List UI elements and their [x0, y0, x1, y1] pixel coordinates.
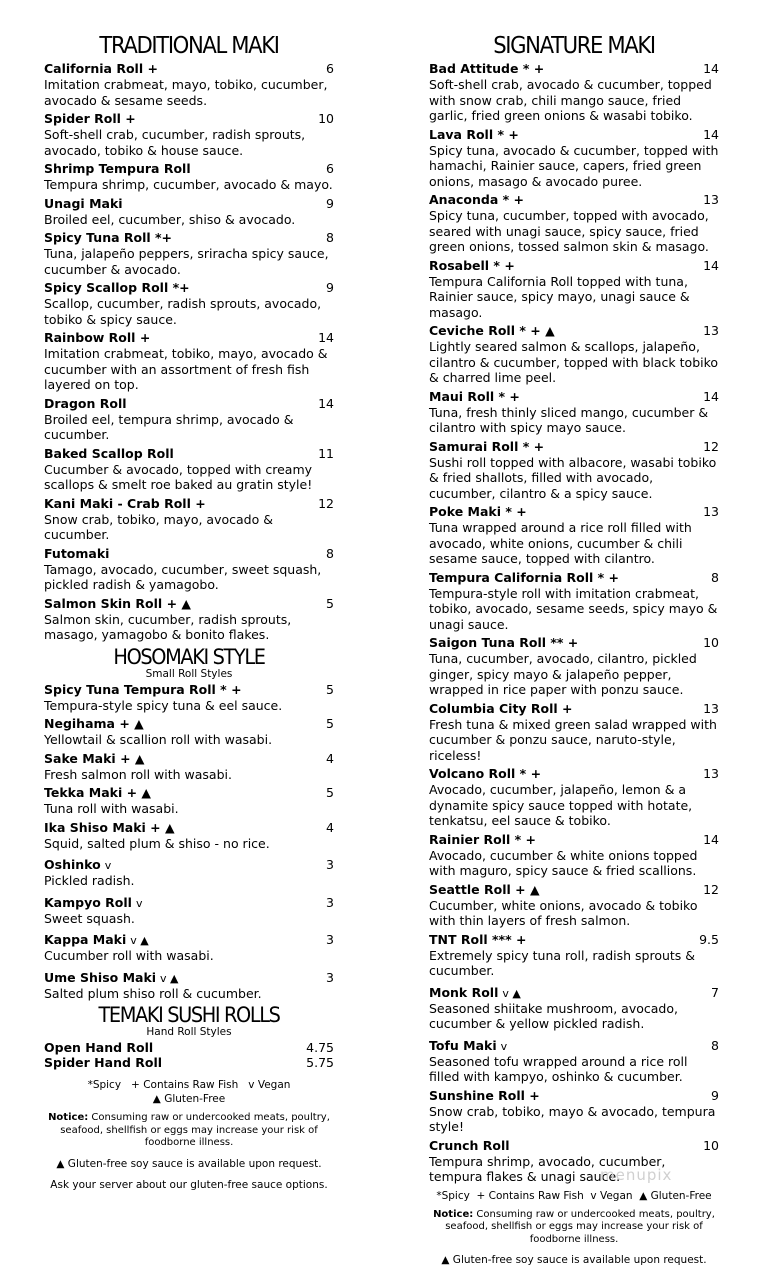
menu-item [44, 196, 334, 228]
menu-item-header [429, 439, 719, 455]
menu-item-name: Baked Scallop Roll [44, 445, 174, 461]
menu-item-header [44, 785, 334, 801]
menu-item-name: Samurai Roll * + [429, 438, 545, 454]
menu-item-price: 14 [318, 330, 334, 345]
menu-item [429, 882, 719, 929]
traditional-maki-list [44, 61, 334, 643]
hosomaki-list [44, 682, 334, 1002]
menu-item [429, 389, 719, 436]
menu-item-name: California Roll + [44, 61, 158, 76]
menu-item-header [429, 192, 719, 208]
menu-item-name: Tekka Maki + ▲ [44, 785, 152, 800]
hand-roll-price: 4.75 [306, 1040, 334, 1055]
signature-maki-list [429, 61, 719, 1185]
menu-item-header [44, 546, 334, 562]
menu-item-header [429, 932, 719, 948]
menu-item-header [44, 820, 334, 836]
menu-item-header [44, 161, 334, 177]
menu-item [44, 967, 334, 1002]
left-legend [44, 1078, 334, 1106]
menu-item-name: Tofu Maki [429, 1037, 497, 1053]
menu-item [44, 716, 334, 748]
menu-item-description: Fresh salmon roll with wasabi. [44, 766, 232, 782]
menu-item-name: TNT Roll *** + [429, 931, 527, 947]
menu-item-symbols: v ▲ [130, 934, 149, 947]
menu-item-name: Seattle Roll + ▲ [429, 881, 540, 897]
menu-item-description: Cucumber roll with wasabi. [44, 948, 214, 963]
hosomaki-subtitle: Small Roll Styles [145, 667, 233, 680]
menu-item-symbols: v ▲ [502, 986, 521, 1000]
left-gf-sauce-note: Ask your server about our gluten-free sauce options. [50, 1178, 328, 1191]
menu-item-name: Lava Roll * + [429, 126, 519, 142]
menu-item-header [429, 766, 719, 782]
menu-item-header [44, 682, 334, 698]
menu-item [44, 682, 334, 714]
menu-item-header [44, 929, 334, 948]
menu-item-price: 13 [703, 323, 719, 338]
menu-item-description: Sweet squash. [44, 910, 135, 926]
menu-item-header [44, 446, 334, 462]
menu-item-description: Seasoned tofu wrapped around a rice roll filled with kampyo, oshinko & cucumber. [429, 1053, 688, 1084]
menu-item-price: 4 [326, 750, 334, 766]
menu-item [44, 596, 334, 643]
menu-item-name: Spicy Tuna Roll *+ [44, 230, 173, 245]
menu-item-header [44, 330, 334, 346]
menu-item-price: 14 [703, 257, 719, 273]
menu-item-price: 8 [326, 230, 334, 245]
menu-item [429, 1088, 719, 1135]
hand-roll-name: Spider Hand Roll [44, 1055, 163, 1070]
right-legend [429, 1189, 719, 1203]
menu-item-name: Volcano Roll * + [429, 766, 542, 781]
menu-item-price: 14 [318, 395, 334, 411]
menu-item-name: Spider Roll + [44, 111, 136, 126]
menu-item [44, 330, 334, 393]
menu-item-name: Kani Maki - Crab Roll + [44, 495, 206, 511]
left-gf-soy-note: ▲ Gluten-free soy sauce is available upon request. [56, 1157, 322, 1170]
menu-item-header [429, 389, 719, 405]
menu-item [429, 701, 719, 764]
menu-item-price: 6 [326, 61, 334, 76]
menu-item-price: 10 [318, 111, 334, 126]
watermark-logo: menupix [600, 1166, 673, 1184]
temaki-title: TEMAKI SUSHI ROLLS [98, 1003, 280, 1027]
menu-item-price: 12 [703, 438, 719, 454]
menu-item-description: Scallop, cucumber, radish sprouts, avocado, tobiko & spicy sauce. [44, 296, 322, 327]
menu-item-header [44, 396, 334, 412]
notice-label: Notice: [48, 1112, 89, 1123]
hand-roll-row [44, 1055, 334, 1070]
menu-item-name: Rainbow Roll + [44, 330, 151, 345]
menu-item-header [44, 196, 334, 212]
menu-item-header [44, 61, 334, 77]
menu-item-description: Avocado, cucumber & white onions topped with maguro, spicy sauce & fried scallions. [429, 847, 698, 878]
menu-item-description: Salted plum shiso roll & cucumber. [44, 985, 262, 1001]
menu-item [429, 439, 719, 502]
menu-item [44, 446, 334, 493]
menu-item-price: 14 [703, 831, 719, 847]
menu-item-description: Pickled radish. [44, 873, 135, 888]
menu-item [44, 230, 334, 277]
menu-item-price: 12 [318, 495, 334, 511]
menu-item [429, 61, 719, 124]
menu-item [44, 854, 334, 889]
menu-item-name: Dragon Roll [44, 395, 127, 411]
menu-item-price: 7 [711, 984, 719, 1000]
menu-item-description: Soft-shell crab, avocado & cucumber, topped with snow crab, chili mango sauce, fried garlic, fried green onions & wasabi tobiko. [429, 77, 712, 123]
menu-item-description: Tuna, jalapeño peppers, sriracha spicy sauce, cucumber & avocado. [44, 246, 329, 277]
right-notice-text: Consuming raw or undercooked meats, poultry, seafood, shellfish or eggs may increase your risk of foodborne illness. [445, 1208, 715, 1245]
menu-item-price: 13 [703, 192, 719, 207]
menu-item-price: 6 [326, 161, 334, 176]
menu-item-name: Saigon Tuna Roll ** + [429, 635, 579, 650]
menu-item-name: Unagi Maki [44, 195, 123, 211]
menu-item-description: Tempura-style spicy tuna & eel sauce. [44, 697, 283, 713]
menu-item-description: Tuna, cucumber, avocado, cilantro, pickled ginger, spicy mayo & jalapeño pepper, wrapped in rice paper with ponzu sauce. [429, 651, 697, 697]
menu-item-price: 9.5 [699, 931, 719, 947]
menu-item-description: Yellowtail & scallion roll with wasabi. [44, 732, 273, 747]
menu-item-price: 14 [703, 388, 719, 404]
menu-item-header [429, 1138, 719, 1154]
left-notice [44, 1112, 334, 1150]
menu-item-header [44, 967, 334, 986]
menu-item-description: Avocado, cucumber, jalapeño, lemon & a dynamite spicy sauce topped with hotate, tenkatsu, eel sauce & tobiko. [429, 782, 693, 828]
menu-item-name: Rosabell * + [429, 257, 515, 273]
menu-item-name: Sake Maki + ▲ [44, 750, 145, 766]
menu-item-description: Broiled eel, tempura shrimp, avocado & cucumber. [44, 411, 294, 442]
menu-item [44, 892, 334, 927]
menu-item-price: 3 [326, 857, 334, 872]
menu-item-name: Ceviche Roll * + ▲ [429, 323, 555, 338]
menu-item-description: Imitation crabmeat, mayo, tobiko, cucumber, avocado & sesame seeds. [44, 77, 328, 108]
menu-item-price: 3 [326, 969, 334, 985]
menu-item [429, 635, 719, 698]
menu-item-description: Tempura shrimp, avocado, cucumber, tempura flakes & unagi sauce. [429, 1153, 666, 1184]
menu-item-price: 9 [326, 195, 334, 211]
hosomaki-title: HOSOMAKI STYLE [113, 644, 265, 669]
menu-item-price: 5 [326, 681, 334, 697]
menu-item-name: Spicy Scallop Roll *+ [44, 280, 190, 295]
traditional-maki-title: TRADITIONAL MAKI [99, 33, 279, 59]
menu-item-description: Extremely spicy tuna roll, radish sprouts & cucumber. [429, 947, 696, 978]
menu-item-description: Fresh tuna & mixed green salad wrapped with cucumber & ponzu sauce, naruto-style, riceless! [429, 716, 717, 763]
menu-item-description: Cucumber, white onions, avocado & tobiko with thin layers of fresh salmon. [429, 897, 698, 928]
menu-item-name: Tempura California Roll * + [429, 569, 620, 585]
menu-item-name: Spicy Tuna Tempura Roll * + [44, 681, 242, 697]
menu-item-description: Lightly seared salmon & scallops, jalapeño, cilantro & cucumber, topped with black tobiko & charred lime peel. [429, 339, 719, 385]
menu-item-header [44, 751, 334, 767]
menu-item-header [429, 1088, 719, 1104]
menu-item-header [429, 982, 719, 1001]
menu-item-description: Salmon skin, cucumber, radish sprouts, masago, yamagobo & bonito flakes. [44, 611, 292, 642]
menu-item-header [44, 230, 334, 246]
menu-item [429, 982, 719, 1032]
menu-item-price: 8 [326, 545, 334, 561]
menu-item-header [429, 882, 719, 898]
hand-roll-name: Open Hand Roll [44, 1040, 154, 1055]
menu-item-price: 13 [703, 700, 719, 716]
legend-line-1: *Spicy + Contains Raw Fish v Vegan [87, 1079, 291, 1091]
menu-item-name: Rainier Roll * + [429, 831, 537, 847]
menu-item-price: 8 [711, 569, 719, 585]
menu-item [44, 785, 334, 817]
menu-item-description: Seasoned shiitake mushroom, avocado, cucumber & yellow pickled radish. [429, 1000, 678, 1031]
menu-item [429, 1138, 719, 1185]
menu-item-symbols: v [104, 859, 112, 872]
menu-item-header [429, 127, 719, 143]
menu-item-header [429, 61, 719, 77]
menu-item-symbols: v ▲ [160, 971, 179, 985]
menu-item-name: Kappa Maki [44, 932, 127, 947]
hand-roll-price: 5.75 [306, 1055, 334, 1070]
menu-item-price: 13 [703, 766, 719, 781]
menu-item-price: 5 [326, 595, 334, 611]
menu-item-header [429, 635, 719, 651]
menu-item-header [429, 258, 719, 274]
menu-item [44, 61, 334, 108]
menu-item [44, 161, 334, 193]
menu-item-description: Snow crab, tobiko, mayo & avocado, tempura style! [429, 1103, 716, 1134]
menu-item-name: Ume Shiso Maki [44, 969, 157, 985]
menu-item-name: Ika Shiso Maki + ▲ [44, 819, 175, 835]
menu-item-name: Negihama + ▲ [44, 716, 144, 731]
menu-item-description: Spicy tuna, cucumber, topped with avocado, seared with unagi sauce, spicy sauce, fried green onions, tossed salmon skin & masago. [429, 208, 709, 254]
menu-item-price: 5 [326, 716, 334, 731]
menu-item-price: 3 [326, 894, 334, 910]
menu-item-price: 13 [703, 504, 719, 519]
menu-item-description: Snow crab, tobiko, mayo, avocado & cucumber. [44, 511, 273, 542]
menu-item [429, 258, 719, 321]
menu-item-header [429, 832, 719, 848]
menu-item-description: Tuna roll with wasabi. [44, 801, 179, 816]
menu-item [44, 280, 334, 327]
menu-item-price: 14 [703, 126, 719, 142]
menu-item-header [44, 496, 334, 512]
menu-item-price: 9 [711, 1087, 719, 1103]
menu-item-price: 10 [703, 635, 719, 650]
left-column [44, 0, 334, 1192]
menu-item-header [44, 854, 334, 873]
menu-item-name: Salmon Skin Roll + ▲ [44, 595, 192, 611]
menu-item-description: Squid, salted plum & shiso - no rice. [44, 835, 270, 851]
menu-item-name: Anaconda * + [429, 192, 525, 207]
menu-item-symbols: v [500, 1039, 508, 1053]
notice-text: Consuming raw or undercooked meats, poultry, seafood, shellfish or eggs may increase your risk of foodborne illness. [60, 1112, 330, 1148]
menu-item-description: Imitation crabmeat, tobiko, mayo, avocado & cucumber with an assortment of fresh fish layered on top. [44, 346, 328, 392]
menu-item-price: 8 [711, 1037, 719, 1053]
menu-item-price: 9 [326, 280, 334, 295]
right-legend-line: *Spicy + Contains Raw Fish v Vegan ▲ Gluten-Free [436, 1189, 712, 1202]
right-notice-label: Notice: [433, 1208, 474, 1220]
temaki-list [44, 1040, 334, 1070]
menu-item-description: Tamago, avocado, cucumber, sweet squash, pickled radish & yamagobo. [44, 561, 322, 592]
menu-item-header [44, 596, 334, 612]
menu-item [44, 820, 334, 852]
menu-item [44, 751, 334, 783]
menu-item-price: 12 [703, 881, 719, 897]
menu-item [429, 1035, 719, 1085]
menu-item [44, 496, 334, 543]
menu-item-price: 5 [326, 785, 334, 800]
menu-item [429, 766, 719, 829]
menu-item [429, 192, 719, 255]
menu-item-name: Maui Roll * + [429, 388, 520, 404]
menu-item-header [429, 1035, 719, 1054]
menu-item-name: Sunshine Roll + [429, 1087, 540, 1103]
menu-item-header [429, 570, 719, 586]
menu-item-price: 11 [318, 445, 334, 461]
menu-item [429, 127, 719, 190]
menu-item [429, 832, 719, 879]
right-column [429, 0, 719, 1267]
menu-item-description: Tempura shrimp, cucumber, avocado & mayo. [44, 177, 333, 192]
menu-item-description: Spicy tuna, avocado & cucumber, topped with hamachi, Rainier sauce, capers, fried green onions, masago & avocado puree. [429, 142, 719, 189]
menu-item-symbols: v [135, 896, 143, 910]
menu-item-price: 14 [703, 61, 719, 76]
menu-item-name: Poke Maki * + [429, 504, 527, 519]
menu-item-name: Columbia City Roll + [429, 700, 573, 716]
menu-item-name: Futomaki [44, 545, 110, 561]
legend-line-2: ▲ Gluten-Free [152, 1093, 226, 1105]
menu-item-description: Tuna wrapped around a rice roll filled with avocado, white onions, cucumber & chili sesame sauce, topped with cilantro. [429, 520, 692, 566]
menu-item [44, 929, 334, 964]
menu-item-name: Crunch Roll [429, 1137, 510, 1153]
menu-item-description: Sushi roll topped with albacore, wasabi tobiko & fried shallots, filled with avocado, cucumber, cilantro & a spicy sauce. [429, 454, 717, 501]
right-notice [429, 1209, 719, 1247]
menu-item [44, 396, 334, 443]
menu-item-description: Cucumber & avocado, topped with creamy scallops & smelt roe baked au gratin style! [44, 461, 313, 492]
menu-item [429, 504, 719, 567]
menu-item [429, 932, 719, 979]
menu-item-header [429, 701, 719, 717]
menu-item-header [429, 504, 719, 520]
menu-item-description: Tempura California Roll topped with tuna, Rainier sauce, spicy mayo, unagi sauce & masago. [429, 273, 690, 320]
menu-item-description: Broiled eel, cucumber, shiso & avocado. [44, 211, 296, 227]
menu-item-name: Kampyo Roll [44, 894, 132, 910]
hand-roll-row [44, 1040, 334, 1055]
menu-item-description: Soft-shell crab, cucumber, radish sprouts, avocado, tobiko & house sauce. [44, 127, 306, 158]
temaki-subtitle: Hand Roll Styles [146, 1026, 232, 1038]
menu-item [429, 323, 719, 386]
menu-item-name: Monk Roll [429, 984, 499, 1000]
menu-item-name: Oshinko [44, 857, 101, 872]
menu-item-header [429, 323, 719, 339]
menu-item-name: Shrimp Tempura Roll [44, 161, 191, 176]
menu-item-name: Bad Attitude * + [429, 61, 545, 76]
menu-item-price: 3 [326, 932, 334, 947]
menu-item-price: 4 [326, 819, 334, 835]
menu-item-header [44, 280, 334, 296]
right-gf-soy-note: ▲ Gluten-free soy sauce is available upon request. [441, 1254, 707, 1266]
menu-item-description: Tuna, fresh thinly sliced mango, cucumber & cilantro with spicy mayo sauce. [429, 404, 709, 435]
signature-maki-title: SIGNATURE MAKI [493, 33, 655, 59]
menu-item [44, 546, 334, 593]
menu-item-price: 10 [703, 1137, 719, 1153]
menu-item-description: Tempura-style roll with imitation crabmeat, tobiko, avocado, sesame seeds, spicy mayo & unagi sauce. [429, 585, 718, 632]
menu-item-header [44, 716, 334, 732]
menu-item-header [44, 892, 334, 911]
menu-item [44, 111, 334, 158]
menu-item [429, 570, 719, 633]
menu-item-header [44, 111, 334, 127]
